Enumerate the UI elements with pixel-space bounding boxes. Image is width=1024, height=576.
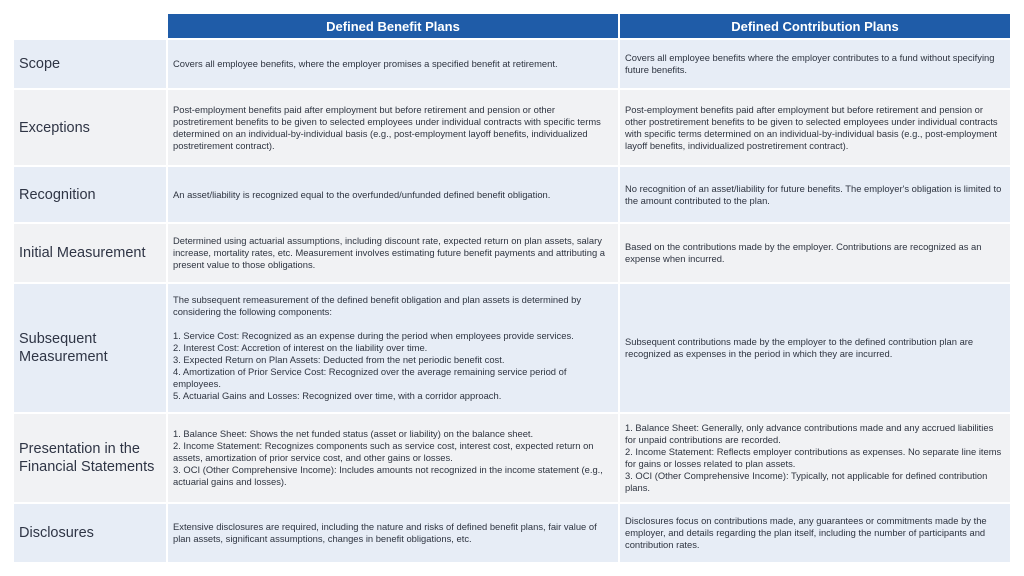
header-defined-contribution: Defined Contribution Plans (620, 14, 1010, 38)
row-label: Exceptions (14, 90, 166, 165)
cell-defined-benefit: Extensive disclosures are required, including the nature and risks of defined benefit plans, fair value of plan assets, significant assumptions, changes in benefit obligations, etc. (168, 504, 618, 563)
row-label: Recognition (14, 167, 166, 222)
row-presentation (14, 414, 1010, 502)
cell-defined-contribution: Subsequent contributions made by the employer to the defined contribution plan are recognized as expenses in the period in which they are incurred. (620, 284, 1010, 412)
header-defined-benefit: Defined Benefit Plans (168, 14, 618, 38)
row-recognition (14, 167, 1010, 222)
comparison-table (12, 12, 1012, 564)
header-row (14, 14, 1010, 38)
row-disclosures (14, 504, 1010, 563)
row-scope (14, 40, 1010, 88)
header-corner (14, 14, 166, 38)
cell-defined-contribution: Post-employment benefits paid after employment but before retirement and pension or other postretirement benefits to be given to selected employees under individual contracts with specific terms determined on an individual-by-individual basis (e.g., post-employment layoff benefits, individualized postretirement contract). (620, 90, 1010, 165)
row-label: Presentation in the Financial Statements (14, 414, 166, 502)
row-initial-measurement (14, 224, 1010, 281)
cell-defined-benefit: 1. Balance Sheet: Shows the net funded status (asset or liability) on the balance sheet. 2. Income Statement: Recognizes components such as service cost, interest cost, expected return on assets, amortization of prior service cost, and other gains or losses. 3. OCI (Other Comprehensive Income): Includes amounts not recognized in the income statement (e.g., actuarial gains and losses). (168, 414, 618, 502)
row-label: Initial Measurement (14, 224, 166, 281)
cell-defined-contribution: No recognition of an asset/liability for future benefits. The employer's obligation is limited to the amount contributed to the plan. (620, 167, 1010, 222)
cell-defined-benefit: The subsequent remeasurement of the defined benefit obligation and plan assets is determined by considering the following components: 1. Service Cost: Recognized as an expense during the period when employees provide services. 2. Interest Cost: Accretion of interest on the liability over time. 3. Expected Return on Plan Assets: Deducted from the net periodic benefit cost. 4. Amortization of Prior Service Cost: Recognized over the average remaining service period of employees. 5. Actuarial Gains and Losses: Recognized over time, with a corridor approach. (168, 284, 618, 412)
cell-defined-benefit: Determined using actuarial assumptions, including discount rate, expected return on plan assets, salary increase, mortality rates, etc. Measurement involves estimating future benefit payments and attributing a present value to those obligations. (168, 224, 618, 281)
cell-defined-benefit: Covers all employee benefits, where the employer promises a specified benefit at retirement. (168, 40, 618, 88)
cell-defined-contribution: Based on the contributions made by the employer. Contributions are recognized as an expense when incurred. (620, 224, 1010, 281)
cell-defined-contribution: 1. Balance Sheet: Generally, only advance contributions made and any accrued liabilities for unpaid contributions are recorded. 2. Income Statement: Reflects employer contributions as expenses. No separate line items for gains or losses related to plan assets. 3. OCI (Other Comprehensive Income): Typically, not applicable for defined contribution plans. (620, 414, 1010, 502)
cell-defined-contribution: Covers all employee benefits where the employer contributes to a fund without specifying future benefits. (620, 40, 1010, 88)
row-label: Subsequent Measurement (14, 284, 166, 412)
row-label: Disclosures (14, 504, 166, 563)
cell-defined-benefit: Post-employment benefits paid after employment but before retirement and pension or other postretirement benefits to be given to selected employees under individual contracts with specific terms determined on an individual-by-individual basis (e.g., post-employment layoff benefits, individualized postretirement contract). (168, 90, 618, 165)
row-label: Scope (14, 40, 166, 88)
cell-defined-contribution: Disclosures focus on contributions made, any guarantees or commitments made by the employer, and details regarding the plan itself, including the number of participants and contribution rates. (620, 504, 1010, 563)
row-subsequent-measurement (14, 284, 1010, 412)
cell-defined-benefit: An asset/liability is recognized equal to the overfunded/unfunded defined benefit obligation. (168, 167, 618, 222)
row-exceptions (14, 90, 1010, 165)
